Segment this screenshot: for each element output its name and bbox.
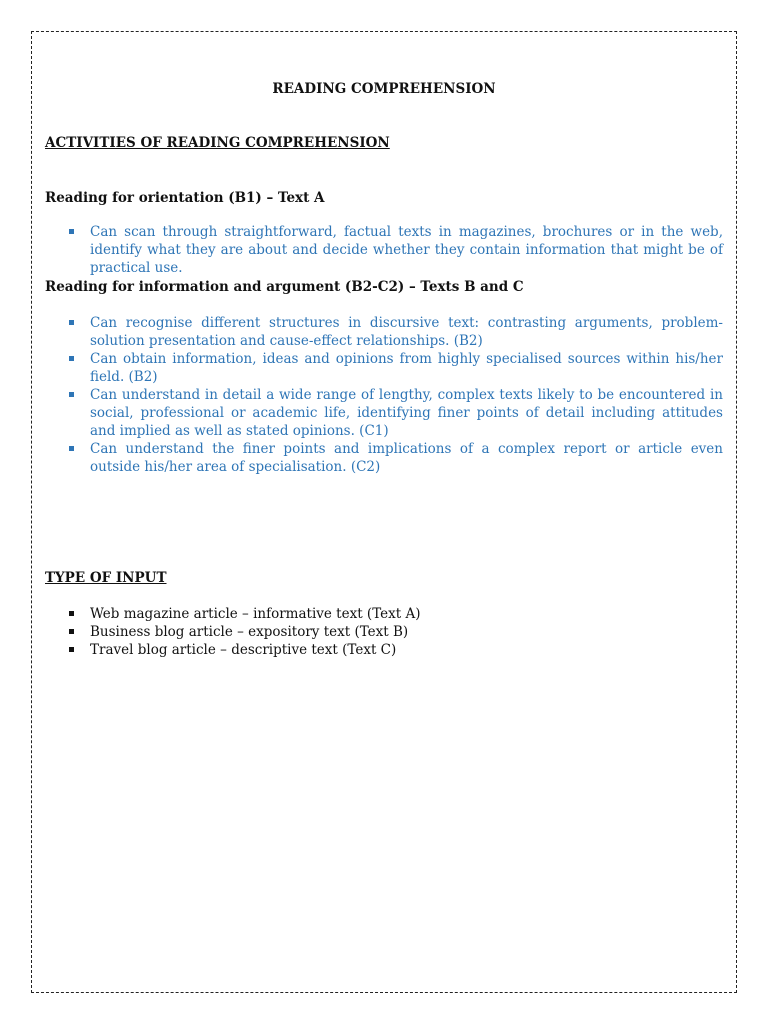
list-item-text: Can obtain information, ideas and opinions from highly specialised sources within his/her field. (B2): [90, 351, 723, 385]
list-item: [45, 641, 723, 659]
orientation-heading: Reading for orientation (B1) – Text A: [45, 190, 325, 206]
list-item: [45, 386, 723, 440]
list-item-text: Can understand the finer points and implications of a complex report or article even outside his/her area of specialisation. (C2): [90, 441, 723, 475]
activities-heading: ACTIVITIES OF READING COMPREHENSION: [45, 135, 390, 151]
list-item-text: Web magazine article – informative text (Text A): [90, 606, 421, 622]
argument-list: [45, 314, 723, 476]
list-item-text: Can scan through straightforward, factual texts in magazines, brochures or in the web, identify what they are about and decide whether they contain information that might be of practical use.: [90, 224, 723, 276]
bullet-icon: [69, 356, 74, 361]
page-border: [31, 31, 737, 993]
bullet-icon: [69, 629, 74, 634]
list-item-text: Business blog article – expository text (Text B): [90, 624, 409, 640]
list-item-text: Travel blog article – descriptive text (Text C): [90, 642, 397, 658]
bullet-icon: [69, 229, 74, 234]
input-list: [45, 605, 723, 659]
bullet-icon: [69, 320, 74, 325]
bullet-icon: [69, 611, 74, 616]
list-item: [45, 350, 723, 386]
orientation-list: [45, 223, 723, 277]
list-item: [45, 223, 723, 277]
document-title: READING COMPREHENSION: [272, 81, 496, 97]
list-item: [45, 605, 723, 623]
list-item-text: Can recognise different structures in discursive text: contrasting arguments, problem-solution presentation and cause-effect relationships. (B2): [90, 315, 723, 349]
list-item-text: Can understand in detail a wide range of lengthy, complex texts likely to be encountered in social, professional or academic life, identifying finer points of detail including attitudes and implied as well as stated opinions. (C1): [90, 387, 723, 439]
bullet-icon: [69, 392, 74, 397]
list-item: [45, 623, 723, 641]
bullet-icon: [69, 446, 74, 451]
bullet-icon: [69, 647, 74, 652]
argument-heading: Reading for information and argument (B2-C2) – Texts B and C: [45, 279, 524, 295]
list-item: [45, 314, 723, 350]
input-heading: TYPE OF INPUT: [45, 570, 167, 586]
list-item: [45, 440, 723, 476]
